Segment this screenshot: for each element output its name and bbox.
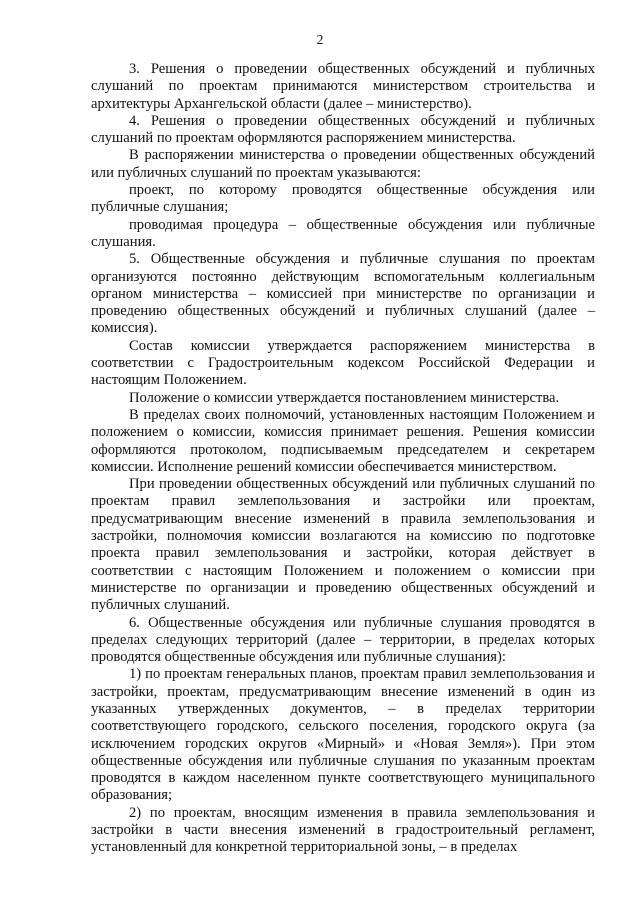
paragraph-commission-regulation: Положение о комиссии утверждается постановлением министерства. [129,389,560,406]
paragraph-3: 3. Решения о проведении общественных обсуждений и публичных слушаний по проектам принимаются министерством строительства и архитектуры Архангельской области (далее – министерство). [91,61,595,112]
page-number: 2 [316,32,324,47]
list-item-procedure: проводимая процедура – общественные обсуждения или публичные слушания. [91,216,595,250]
paragraph-commission-composition: Состав комиссии утверждается распоряжением министерства в соответствии с Градостроительным кодексом Российской Федерации и настоящим Положением. [91,337,595,389]
paragraph-5: 5. Общественные обсуждения и публичные слушания по проектам организуются постоянно действующим вспомогательным коллегиальным органом министерства – комиссией при министерстве по организации и проведению общественных обсуждений и публичных слушаний (далее – комиссия). [91,251,595,337]
paragraph-commission-decisions: В пределах своих полномочий, установленных настоящим Положением и положением о комиссии, комиссия принимает решения. Решения комиссии оформляются протоколом, подписываемым председателем и секретарем комиссии. Исполнение решений комиссии обеспечивается министерством. [91,406,595,475]
paragraph-land-use-rules: При проведении общественных обсуждений или публичных слушаний по проектам правил землепользования и застройки или проектам, предусматривающим внесение изменений в правила землепользования и застройки, полномочия комиссии возлагаются на комиссию по подготовке проекта правил землепользования и застройки, которая действует в соответствии с настоящим Положением и положением о комиссии при министерстве по организации и проведению общественных обсуждений и публичных слушаний. [91,476,595,614]
paragraph-order-contents: В распоряжении министерства о проведении общественных обсуждений или публичных слушаний по проектам указываются: [91,147,595,181]
paragraph-6-item-2: 2) по проектам, вносящим изменения в правила землепользования и застройки в части внесения изменений в градостроительный регламент, установленный для конкретной территориальной зоны, – в пределах [91,804,595,856]
paragraph-4: 4. Решения о проведении общественных обсуждений и публичных слушаний по проектам оформляются распоряжением министерства. [91,112,595,147]
paragraph-6-item-1: 1) по проектам генеральных планов, проектам правил землепользования и застройки, проектам, предусматривающим внесение изменений в один из указанных утвержденных документов, – в пределах территории соответствующего городского, сельского поселения, городского округа (за исключением городских округов «Мирный» и «Новая Земля»). При этом общественные обсуждения или публичные слушания по указанным проектам проводятся в каждом населенном пункте соответствующего муниципального образования; [91,666,595,804]
document-body [91,61,595,857]
paragraph-6: 6. Общественные обсуждения или публичные слушания проводятся в пределах следующих территорий (далее – территории, в пределах которых проводятся общественные обсуждения или публичные слушания): [91,614,595,666]
list-item-project: проект, по которому проводятся общественные обсуждения или публичные слушания; [91,182,595,216]
